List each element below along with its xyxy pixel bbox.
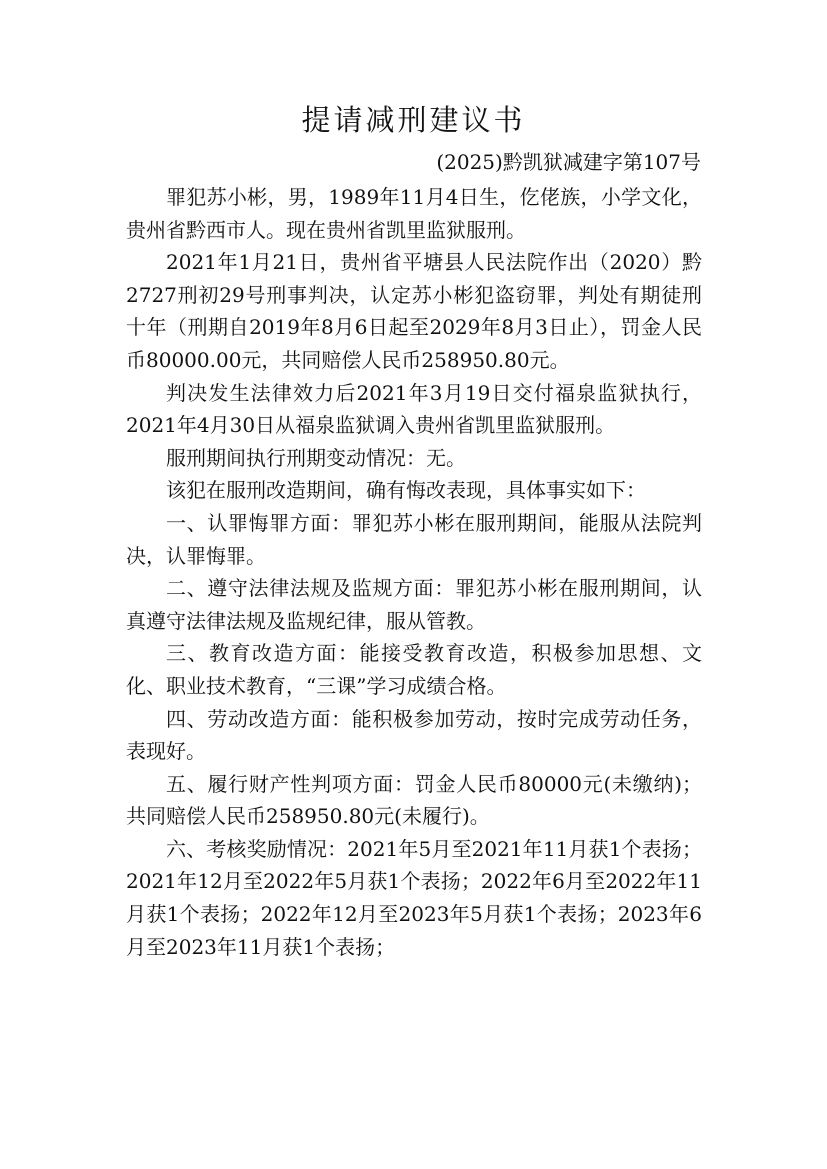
document-number: (2025)黔凯狱减建字第107号 — [436, 150, 701, 174]
paragraph-property-judgment: 五、履行财产性判项方面：罚金人民币80000元(未缴纳)；共同赔偿人民币258950.80元(未履行)。 — [126, 771, 702, 829]
paragraph-labor: 四、劳动改造方面：能积极参加劳动，按时完成劳动任务，表现好。 — [126, 706, 702, 764]
paragraph-execution: 判决发生法律效力后2021年3月19日交付福泉监狱执行，2021年4月30日从福泉监狱调入贵州省凯里监狱服刑。 — [126, 380, 702, 438]
paragraph-education: 三、教育改造方面：能接受教育改造，积极参加思想、文化、职业技术教育，“三课”学习成绩合格。 — [126, 641, 702, 698]
document-body — [126, 181, 702, 963]
paragraph-repentance-summary: 该犯在服刑改造期间，确有悔改表现，具体事实如下： — [166, 478, 646, 503]
paragraph-sentence-change: 服刑期间执行刑期变动情况：无。 — [166, 445, 466, 470]
document-title: 提请减刑建议书 — [301, 103, 526, 137]
paragraph-plea: 一、认罪悔罪方面：罪犯苏小彬在服刑期间，能服从法院判决，认罪悔罪。 — [126, 510, 702, 568]
paragraph-judgment: 2021年1月21日，贵州省平塘县人民法院作出（2020）黔2727刑初29号刑事判决，认定苏小彬犯盗窃罪，判处有期徒刑十年（刑期自2019年8月6日起至2029年8月3日止），罚金人民币80000.00元，共同赔偿人民币258950.80元。 — [126, 250, 702, 372]
paragraph-rewards: 六、考核奖励情况：2021年5月至2021年11月获1个表扬；2021年12月至2022年5月获1个表扬；2022年6月至2022年11月获1个表扬；2022年12月至2023年5月获1个表扬；2023年6月至2023年11月获1个表扬； — [126, 836, 702, 959]
paragraph-criminal-info: 罪犯苏小彬，男，1989年11月4日生，仡佬族，小学文化，贵州省黔西市人。现在贵州省凯里监狱服刑。 — [126, 185, 702, 242]
paragraph-law-compliance: 二、遵守法律法规及监规方面：罪犯苏小彬在服刑期间，认真遵守法律法规及监规纪律，服从管教。 — [126, 576, 702, 633]
